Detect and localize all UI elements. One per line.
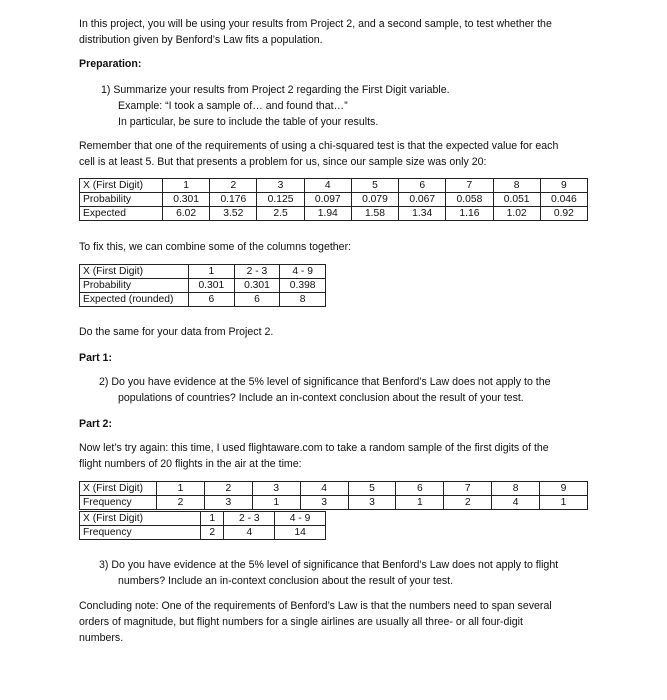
table-cell: 7 (444, 482, 492, 496)
table-cell: 1 (540, 496, 588, 510)
part2-line-2: flight numbers of 20 flights in the air at the time: (79, 458, 302, 470)
do-same-text: Do the same for your data from Project 2. (79, 326, 274, 338)
table-cell: 8 (492, 482, 540, 496)
table-cell: 1.94 (304, 207, 351, 221)
table-cell: 0.058 (446, 193, 493, 207)
table-cell: 2 - 3 (234, 265, 280, 279)
table-cell: X (First Digit) (80, 512, 201, 526)
table-cell: 4 (492, 496, 540, 510)
table-cell: 0.301 (163, 193, 210, 207)
table-row (80, 179, 588, 193)
table-cell: 1 (157, 482, 205, 496)
question-3-continued (118, 573, 453, 589)
table-cell: 0.92 (540, 207, 587, 221)
q2-line-1: 2) Do you have evidence at the 5% level of significance that Benford’s Law does not apply to the (99, 376, 551, 388)
table-cell: 0.046 (540, 193, 587, 207)
table-cell: 1 (163, 179, 210, 193)
table-row (80, 512, 326, 526)
table-cell: 1.16 (446, 207, 493, 221)
table-cell: 0.398 (280, 279, 326, 293)
item1-line-2: Example: “I took a sample of… and found that…” (118, 100, 348, 112)
table-cell: 0.079 (351, 193, 398, 207)
table-cell: 2 - 3 (224, 512, 275, 526)
flight-frequency-table (79, 481, 588, 510)
table-cell: 4 (304, 179, 351, 193)
table-cell: 3 (204, 496, 252, 510)
table-cell: Probability (80, 193, 163, 207)
table-cell: 4 (300, 482, 348, 496)
part2-line-1: Now let’s try again: this time, I used flightaware.com to take a random sample of the first digits of the (79, 442, 549, 454)
table-cell: 3 (348, 496, 396, 510)
table-cell: Expected (rounded) (80, 293, 189, 307)
table-cell: 2 (201, 526, 224, 540)
table-cell: 1.58 (351, 207, 398, 221)
table-row (80, 279, 326, 293)
table-cell: 3 (257, 179, 304, 193)
table-cell: 3 (252, 482, 300, 496)
table-cell: 6 (234, 293, 280, 307)
table-cell: 1 (189, 265, 235, 279)
table-cell: 8 (280, 293, 326, 307)
table-cell: 14 (275, 526, 326, 540)
concluding-note (79, 598, 552, 646)
combined-columns-table (79, 264, 326, 307)
benford-expected-table (79, 178, 588, 221)
table-cell: 0.301 (189, 279, 235, 293)
concluding-line-3: numbers. (79, 632, 124, 644)
intro-line-2: distribution given by Benford’s Law fits a population. (79, 34, 323, 46)
part1-heading: Part 1: (79, 352, 112, 364)
table-cell: 0.176 (210, 193, 257, 207)
table-cell: 1 (396, 496, 444, 510)
table-cell: 4 (224, 526, 275, 540)
table-cell: 0.301 (234, 279, 280, 293)
table-cell: 2.5 (257, 207, 304, 221)
table-cell: 6 (189, 293, 235, 307)
table-cell: 1 (201, 512, 224, 526)
table-cell: 8 (493, 179, 540, 193)
concluding-line-1: Concluding note: One of the requirements of Benford’s Law is that the numbers need to span several (79, 600, 552, 612)
table-cell: 1 (252, 496, 300, 510)
flight-combined-table (79, 511, 326, 540)
table-cell: 5 (351, 179, 398, 193)
q2-line-2: populations of countries? Include an in-context conclusion about the result of your test. (118, 392, 524, 404)
remember-line-1: Remember that one of the requirements of using a chi-squared test is that the expected value for each (79, 140, 559, 152)
table-cell: 9 (540, 482, 588, 496)
table-cell: 1.02 (493, 207, 540, 221)
table-cell: 1.34 (399, 207, 446, 221)
concluding-line-2: orders of magnitude, but flight numbers for a single airlines are usually all three- or all four-digit (79, 616, 523, 628)
table-row (80, 496, 588, 510)
table-cell: Probability (80, 279, 189, 293)
table-cell: 0.051 (493, 193, 540, 207)
q3-line-2: numbers? Include an in-context conclusion about the result of your test. (118, 575, 454, 587)
table-cell: 2 (204, 482, 252, 496)
remember-line-2: cell is at least 5. But that presents a problem for us, since our sample size was only 20: (79, 156, 487, 168)
table-row (80, 207, 588, 221)
table-cell: Frequency (80, 526, 201, 540)
table-cell: 0.125 (257, 193, 304, 207)
question-2 (99, 374, 551, 390)
table-cell: X (First Digit) (80, 482, 157, 496)
table-row (80, 265, 326, 279)
table-cell: 6.02 (163, 207, 210, 221)
preparation-item-1 (101, 82, 450, 98)
table-cell: X (First Digit) (80, 265, 189, 279)
table-row (80, 482, 588, 496)
item1-line-3: In particular, be sure to include the table of your results. (118, 116, 379, 128)
intro-paragraph (79, 16, 552, 48)
table-cell: 4 - 9 (275, 512, 326, 526)
table-cell: 2 (210, 179, 257, 193)
table-cell: X (First Digit) (80, 179, 163, 193)
preparation-heading: Preparation: (79, 58, 142, 70)
question-3 (99, 557, 558, 573)
table-cell: 4 - 9 (280, 265, 326, 279)
table-cell: 3.52 (210, 207, 257, 221)
table-row (80, 293, 326, 307)
intro-line-1: In this project, you will be using your results from Project 2, and a second sample, to test whether the (79, 18, 552, 30)
question-2-continued (118, 390, 524, 406)
preparation-item-1-detail (118, 98, 378, 130)
table-cell: 5 (348, 482, 396, 496)
table-cell: 6 (399, 179, 446, 193)
table-cell: 0.097 (304, 193, 351, 207)
table-cell: Frequency (80, 496, 157, 510)
table-cell: Expected (80, 207, 163, 221)
table-cell: 3 (300, 496, 348, 510)
part2-heading: Part 2: (79, 418, 112, 430)
table-cell: 2 (157, 496, 205, 510)
part2-paragraph (79, 440, 549, 472)
remember-paragraph (79, 138, 558, 170)
item1-line-1: 1) Summarize your results from Project 2 regarding the First Digit variable. (101, 84, 450, 96)
table-row (80, 193, 588, 207)
combine-text: To fix this, we can combine some of the columns together: (79, 241, 352, 253)
table-cell: 7 (446, 179, 493, 193)
table-cell: 9 (540, 179, 587, 193)
table-cell: 0.067 (399, 193, 446, 207)
table-row (80, 526, 326, 540)
table-cell: 2 (444, 496, 492, 510)
q3-line-1: 3) Do you have evidence at the 5% level of significance that Benford’s Law does not apply to flight (99, 559, 559, 571)
table-cell: 6 (396, 482, 444, 496)
